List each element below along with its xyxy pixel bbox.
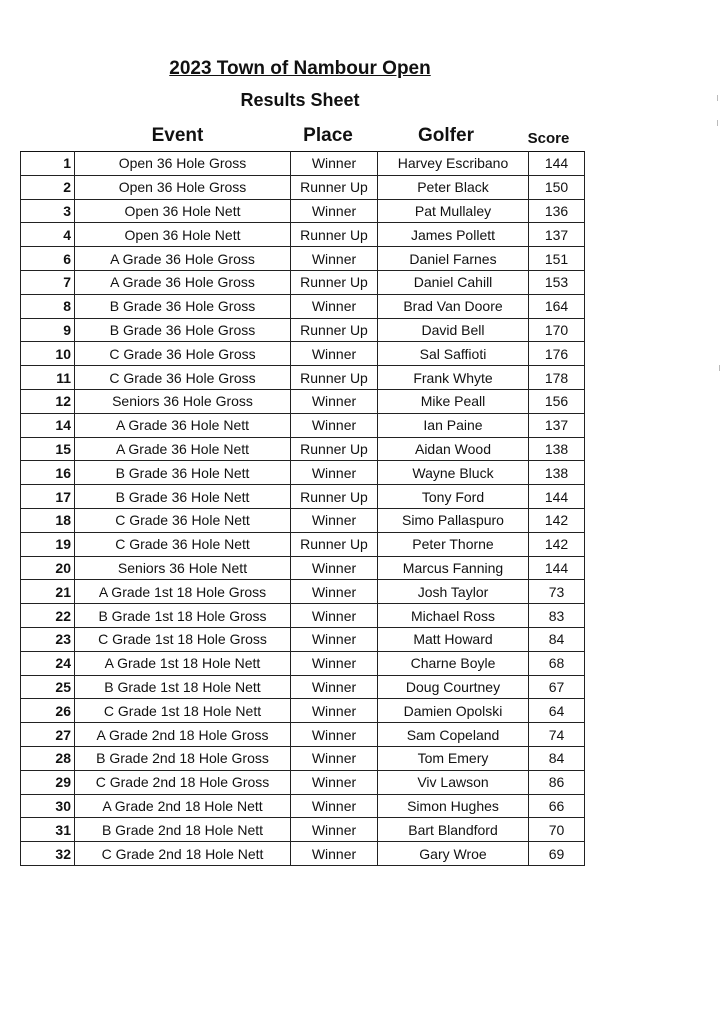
cell-golfer: Wayne Bluck — [378, 461, 529, 485]
document-title: 2023 Town of Nambour Open — [169, 58, 431, 79]
cell-golfer: Charne Boyle — [378, 651, 529, 675]
cell-place: Winner — [291, 294, 378, 318]
cell-golfer: Simo Pallaspuro — [378, 508, 529, 532]
cell-event: C Grade 2nd 18 Hole Nett — [75, 842, 291, 866]
table-row — [21, 508, 585, 532]
cell-score: 136 — [529, 199, 585, 223]
cell-place: Runner Up — [291, 318, 378, 342]
table-row — [21, 294, 585, 318]
results-table-body — [21, 152, 585, 866]
cell-event: C Grade 36 Hole Nett — [75, 508, 291, 532]
cell-place: Winner — [291, 770, 378, 794]
cell-event: A Grade 36 Hole Nett — [75, 437, 291, 461]
table-row — [21, 580, 585, 604]
cell-event: B Grade 36 Hole Gross — [75, 318, 291, 342]
cell-golfer: Viv Lawson — [378, 770, 529, 794]
cell-num: 9 — [21, 318, 75, 342]
cell-golfer: Peter Black — [378, 175, 529, 199]
cell-golfer: Daniel Cahill — [378, 270, 529, 294]
cell-place: Winner — [291, 842, 378, 866]
cell-golfer: Simon Hughes — [378, 794, 529, 818]
cell-golfer: Marcus Fanning — [378, 556, 529, 580]
cell-place: Winner — [291, 675, 378, 699]
table-row — [21, 270, 585, 294]
cell-event: A Grade 36 Hole Gross — [75, 247, 291, 271]
table-row — [21, 175, 585, 199]
cell-event: Seniors 36 Hole Gross — [75, 389, 291, 413]
cell-place: Winner — [291, 818, 378, 842]
cell-golfer: James Pollett — [378, 223, 529, 247]
cell-score: 151 — [529, 247, 585, 271]
scan-mark — [717, 120, 718, 126]
table-row — [21, 461, 585, 485]
cell-score: 67 — [529, 675, 585, 699]
cell-event: C Grade 1st 18 Hole Nett — [75, 699, 291, 723]
cell-num: 25 — [21, 675, 75, 699]
cell-num: 27 — [21, 723, 75, 747]
cell-num: 17 — [21, 485, 75, 509]
cell-score: 73 — [529, 580, 585, 604]
cell-place: Runner Up — [291, 532, 378, 556]
cell-score: 176 — [529, 342, 585, 366]
cell-num: 1 — [21, 152, 75, 176]
cell-num: 23 — [21, 627, 75, 651]
header-score: Score — [527, 130, 570, 147]
cell-place: Winner — [291, 723, 378, 747]
table-row — [21, 366, 585, 390]
cell-num: 30 — [21, 794, 75, 818]
cell-score: 144 — [529, 556, 585, 580]
cell-num: 8 — [21, 294, 75, 318]
cell-event: Open 36 Hole Gross — [75, 175, 291, 199]
cell-golfer: Doug Courtney — [378, 675, 529, 699]
table-row — [21, 770, 585, 794]
cell-event: Open 36 Hole Nett — [75, 223, 291, 247]
cell-score: 144 — [529, 152, 585, 176]
table-row — [21, 794, 585, 818]
cell-num: 10 — [21, 342, 75, 366]
cell-golfer: Sam Copeland — [378, 723, 529, 747]
table-row — [21, 604, 585, 628]
cell-place: Winner — [291, 627, 378, 651]
cell-golfer: Bart Blandford — [378, 818, 529, 842]
cell-num: 16 — [21, 461, 75, 485]
table-row — [21, 199, 585, 223]
cell-golfer: Harvey Escribano — [378, 152, 529, 176]
cell-score: 70 — [529, 818, 585, 842]
cell-event: Open 36 Hole Nett — [75, 199, 291, 223]
cell-num: 11 — [21, 366, 75, 390]
cell-place: Winner — [291, 794, 378, 818]
cell-num: 19 — [21, 532, 75, 556]
cell-num: 3 — [21, 199, 75, 223]
cell-event: B Grade 1st 18 Hole Nett — [75, 675, 291, 699]
table-row — [21, 532, 585, 556]
table-row — [21, 152, 585, 176]
cell-score: 142 — [529, 508, 585, 532]
table-row — [21, 842, 585, 866]
scan-mark — [719, 365, 720, 371]
cell-event: B Grade 2nd 18 Hole Gross — [75, 746, 291, 770]
cell-score: 74 — [529, 723, 585, 747]
cell-score: 137 — [529, 413, 585, 437]
cell-num: 18 — [21, 508, 75, 532]
cell-score: 138 — [529, 437, 585, 461]
cell-golfer: Pat Mullaley — [378, 199, 529, 223]
cell-place: Winner — [291, 461, 378, 485]
cell-golfer: Gary Wroe — [378, 842, 529, 866]
cell-num: 24 — [21, 651, 75, 675]
cell-event: A Grade 1st 18 Hole Gross — [75, 580, 291, 604]
cell-place: Winner — [291, 247, 378, 271]
cell-golfer: Michael Ross — [378, 604, 529, 628]
cell-event: B Grade 36 Hole Nett — [75, 461, 291, 485]
cell-score: 84 — [529, 746, 585, 770]
cell-num: 31 — [21, 818, 75, 842]
table-row — [21, 413, 585, 437]
cell-score: 138 — [529, 461, 585, 485]
cell-num: 21 — [21, 580, 75, 604]
cell-golfer: Frank Whyte — [378, 366, 529, 390]
cell-place: Runner Up — [291, 366, 378, 390]
cell-score: 170 — [529, 318, 585, 342]
table-row — [21, 651, 585, 675]
cell-score: 64 — [529, 699, 585, 723]
header-place: Place — [303, 125, 353, 146]
cell-event: A Grade 2nd 18 Hole Gross — [75, 723, 291, 747]
table-row — [21, 627, 585, 651]
cell-num: 15 — [21, 437, 75, 461]
cell-num: 14 — [21, 413, 75, 437]
cell-score: 83 — [529, 604, 585, 628]
cell-score: 178 — [529, 366, 585, 390]
table-row — [21, 818, 585, 842]
cell-golfer: Aidan Wood — [378, 437, 529, 461]
cell-score: 137 — [529, 223, 585, 247]
cell-golfer: Brad Van Doore — [378, 294, 529, 318]
cell-event: B Grade 2nd 18 Hole Nett — [75, 818, 291, 842]
cell-place: Runner Up — [291, 175, 378, 199]
cell-place: Winner — [291, 342, 378, 366]
cell-num: 2 — [21, 175, 75, 199]
cell-score: 66 — [529, 794, 585, 818]
cell-score: 164 — [529, 294, 585, 318]
cell-score: 156 — [529, 389, 585, 413]
cell-score: 144 — [529, 485, 585, 509]
cell-place: Winner — [291, 604, 378, 628]
table-row — [21, 247, 585, 271]
cell-golfer: Ian Paine — [378, 413, 529, 437]
cell-golfer: David Bell — [378, 318, 529, 342]
cell-place: Runner Up — [291, 223, 378, 247]
cell-golfer: Peter Thorne — [378, 532, 529, 556]
cell-event: Seniors 36 Hole Nett — [75, 556, 291, 580]
table-row — [21, 437, 585, 461]
cell-place: Winner — [291, 651, 378, 675]
cell-num: 26 — [21, 699, 75, 723]
cell-num: 12 — [21, 389, 75, 413]
cell-score: 84 — [529, 627, 585, 651]
table-row — [21, 723, 585, 747]
table-row — [21, 556, 585, 580]
cell-place: Winner — [291, 746, 378, 770]
scan-mark — [717, 95, 718, 101]
cell-num: 29 — [21, 770, 75, 794]
cell-num: 6 — [21, 247, 75, 271]
cell-event: B Grade 1st 18 Hole Gross — [75, 604, 291, 628]
cell-num: 32 — [21, 842, 75, 866]
cell-num: 7 — [21, 270, 75, 294]
cell-score: 86 — [529, 770, 585, 794]
header-golfer: Golfer — [418, 125, 474, 146]
header-event: Event — [151, 125, 204, 146]
cell-score: 142 — [529, 532, 585, 556]
table-row — [21, 342, 585, 366]
cell-num: 4 — [21, 223, 75, 247]
cell-place: Winner — [291, 580, 378, 604]
cell-num: 22 — [21, 604, 75, 628]
cell-score: 69 — [529, 842, 585, 866]
cell-place: Winner — [291, 699, 378, 723]
cell-golfer: Sal Saffioti — [378, 342, 529, 366]
cell-event: A Grade 2nd 18 Hole Nett — [75, 794, 291, 818]
cell-num: 20 — [21, 556, 75, 580]
cell-golfer: Mike Peall — [378, 389, 529, 413]
cell-event: C Grade 1st 18 Hole Gross — [75, 627, 291, 651]
cell-event: B Grade 36 Hole Nett — [75, 485, 291, 509]
cell-place: Winner — [291, 199, 378, 223]
cell-event: C Grade 36 Hole Nett — [75, 532, 291, 556]
cell-golfer: Tony Ford — [378, 485, 529, 509]
cell-event: Open 36 Hole Gross — [75, 152, 291, 176]
cell-score: 153 — [529, 270, 585, 294]
cell-place: Runner Up — [291, 270, 378, 294]
cell-num: 28 — [21, 746, 75, 770]
cell-place: Runner Up — [291, 437, 378, 461]
document-subtitle: Results Sheet — [240, 90, 360, 110]
cell-event: C Grade 36 Hole Gross — [75, 342, 291, 366]
cell-place: Winner — [291, 413, 378, 437]
cell-place: Winner — [291, 389, 378, 413]
cell-place: Winner — [291, 508, 378, 532]
cell-place: Winner — [291, 152, 378, 176]
table-row — [21, 389, 585, 413]
results-table — [20, 151, 585, 866]
cell-score: 68 — [529, 651, 585, 675]
cell-event: A Grade 1st 18 Hole Nett — [75, 651, 291, 675]
table-row — [21, 485, 585, 509]
cell-event: A Grade 36 Hole Nett — [75, 413, 291, 437]
cell-event: C Grade 2nd 18 Hole Gross — [75, 770, 291, 794]
cell-place: Winner — [291, 556, 378, 580]
cell-event: C Grade 36 Hole Gross — [75, 366, 291, 390]
cell-golfer: Josh Taylor — [378, 580, 529, 604]
cell-golfer: Tom Emery — [378, 746, 529, 770]
table-row — [21, 318, 585, 342]
table-row — [21, 675, 585, 699]
cell-event: A Grade 36 Hole Gross — [75, 270, 291, 294]
cell-score: 150 — [529, 175, 585, 199]
cell-event: B Grade 36 Hole Gross — [75, 294, 291, 318]
cell-golfer: Daniel Farnes — [378, 247, 529, 271]
cell-golfer: Matt Howard — [378, 627, 529, 651]
cell-golfer: Damien Opolski — [378, 699, 529, 723]
cell-place: Runner Up — [291, 485, 378, 509]
table-row — [21, 699, 585, 723]
table-row — [21, 746, 585, 770]
table-row — [21, 223, 585, 247]
